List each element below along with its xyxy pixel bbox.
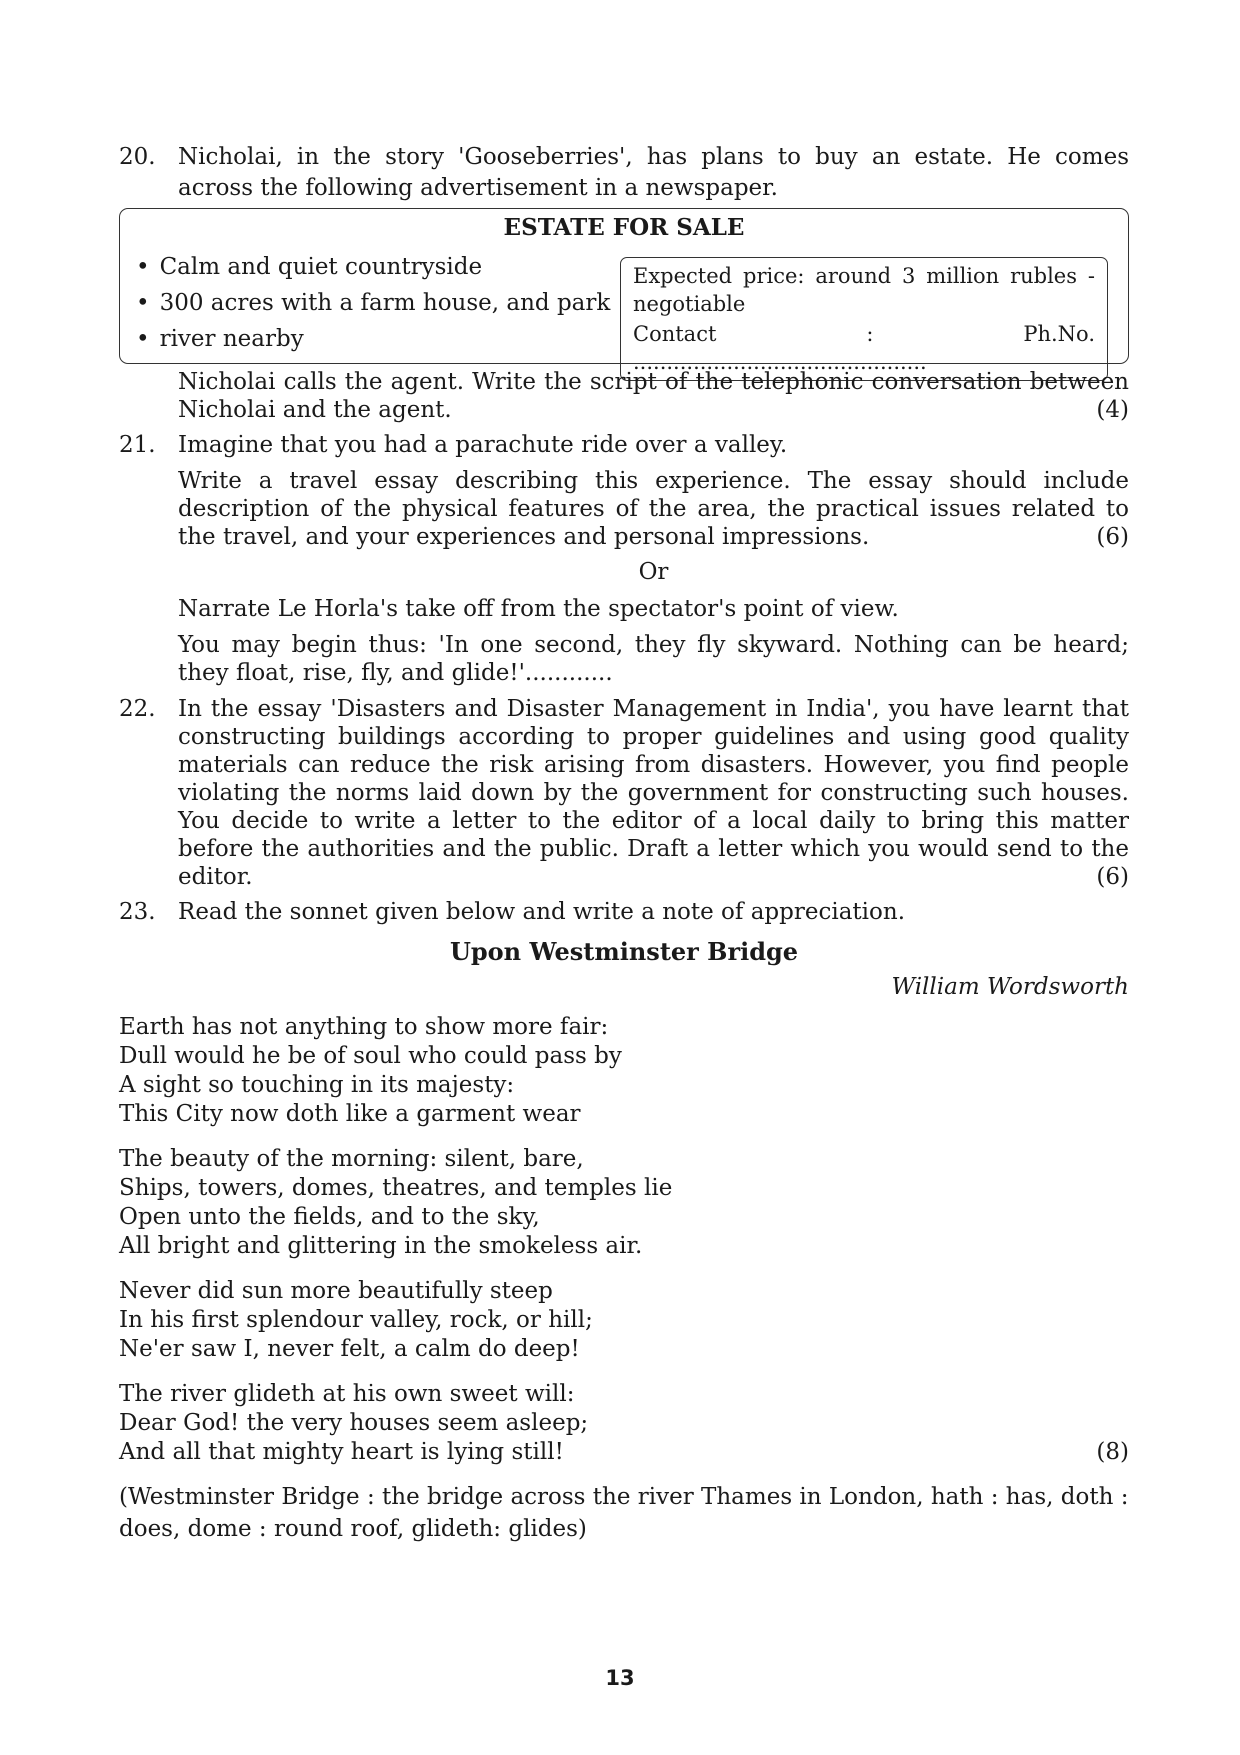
- alternative-hint: You may begin thus: 'In one second, they fly skyward. Nothing can be heard; they float, rise, fly, and glide!'............: [178, 632, 1129, 686]
- feature-item: • river nearby: [136, 321, 1112, 357]
- alternative-question: Narrate Le Horla's take off from the spectator's point of view.: [178, 596, 899, 622]
- stanza: [119, 1380, 1129, 1467]
- stanza: [119, 1013, 1129, 1129]
- question-number: 22.: [119, 696, 156, 722]
- poem-line: Ne'er saw I, never felt, a calm do deep!: [119, 1336, 580, 1362]
- essay-instruction: Write a travel essay describing this experience. The essay should include description of the physical features of the area, the practical issues related to the travel, and your experiences and personal impressions.: [178, 468, 1129, 550]
- glossary-note: (Westminster Bridge : the bridge across the river Thames in London, hath : has, doth : does, dome : round roof, glideth: glides): [119, 1484, 1129, 1542]
- poem-line: Ships, towers, domes, theatres, and temples lie: [119, 1175, 673, 1201]
- task-paragraph: [178, 368, 1129, 424]
- poem-line: This City now doth like a garment wear: [119, 1101, 581, 1127]
- poem-line: Dear God! the very houses seem asleep;: [119, 1410, 589, 1436]
- question-paragraph: [178, 467, 1129, 551]
- question-20: [119, 142, 1129, 204]
- price-box: [620, 257, 1108, 381]
- poem-line: Open unto the fields, and to the sky,: [119, 1204, 540, 1230]
- stanza: [119, 1145, 1129, 1261]
- task-text: Nicholai calls the agent. Write the script of the telephonic conversation between Nicholai and the agent.: [178, 369, 1129, 423]
- question-number: 21.: [119, 432, 156, 458]
- question-text: Read the sonnet given below and write a note of appreciation.: [178, 899, 906, 925]
- poem: [119, 1013, 1129, 1467]
- poem-line: A sight so touching in its majesty:: [119, 1072, 515, 1098]
- poem-line: The beauty of the morning: silent, bare,: [119, 1146, 584, 1172]
- question-20-task: [119, 368, 1129, 424]
- marks: (6): [1096, 524, 1129, 550]
- poem-line: Earth has not anything to show more fair:: [119, 1014, 609, 1040]
- question-paragraph: [178, 695, 1129, 891]
- poem-line: And all that mighty heart is lying still!: [119, 1439, 564, 1465]
- question-21: [119, 430, 1129, 687]
- question-text: In the essay 'Disasters and Disaster Management in India', you have learnt that constructing buildings according to proper guidelines and using good quality materials can reduce the risk arising from disasters. However, you find people violating the norms laid down by the government for constructing such houses. You decide to write a letter to the editor of a local daily to bring this matter before the authorities and the public. Draft a letter which you would send to the editor.: [178, 696, 1129, 890]
- question-intro: Nicholai, in the story 'Gooseberries', has plans to buy an estate. He comes across the following advertisement in a newspaper.: [178, 144, 1129, 201]
- feature-item: • Calm and quiet countryside: [136, 249, 1112, 285]
- expected-price: Expected price: around 3 million rubles - negotiable: [633, 264, 1095, 316]
- question-line: Imagine that you had a parachute ride over a valley.: [178, 432, 788, 458]
- question-number: 20.: [119, 144, 156, 170]
- poem-line: In his first splendour valley, rock, or hill;: [119, 1307, 593, 1333]
- advertisement-title: ESTATE FOR SALE: [503, 214, 745, 241]
- poem-line: All bright and glittering in the smokeless air.: [119, 1233, 643, 1259]
- page-number: 13: [605, 1666, 635, 1690]
- poem-title: Upon Westminster Bridge: [449, 937, 799, 966]
- question-22: [119, 695, 1129, 891]
- contact-line: Contact : Ph.No. ............................................: [633, 322, 1095, 374]
- stanza: [119, 1277, 1129, 1364]
- marks: (8): [1096, 1439, 1129, 1465]
- poem-line: The river glideth at his own sweet will:: [119, 1381, 575, 1407]
- marks: (6): [1096, 864, 1129, 890]
- feature-item: • 300 acres with a farm house, and park: [136, 285, 1112, 321]
- poet-name: William Wordsworth: [891, 974, 1129, 1000]
- poem-line: Never did sun more beautifully steep: [119, 1278, 553, 1304]
- or-separator: Or: [638, 559, 669, 585]
- question-paper-page: [119, 142, 1129, 1545]
- question-23: [119, 897, 1129, 928]
- marks: (4): [1096, 397, 1129, 423]
- question-number: 23.: [119, 899, 156, 925]
- advertisement-box: [119, 208, 1129, 374]
- poem-line: Dull would he be of soul who could pass by: [119, 1043, 622, 1069]
